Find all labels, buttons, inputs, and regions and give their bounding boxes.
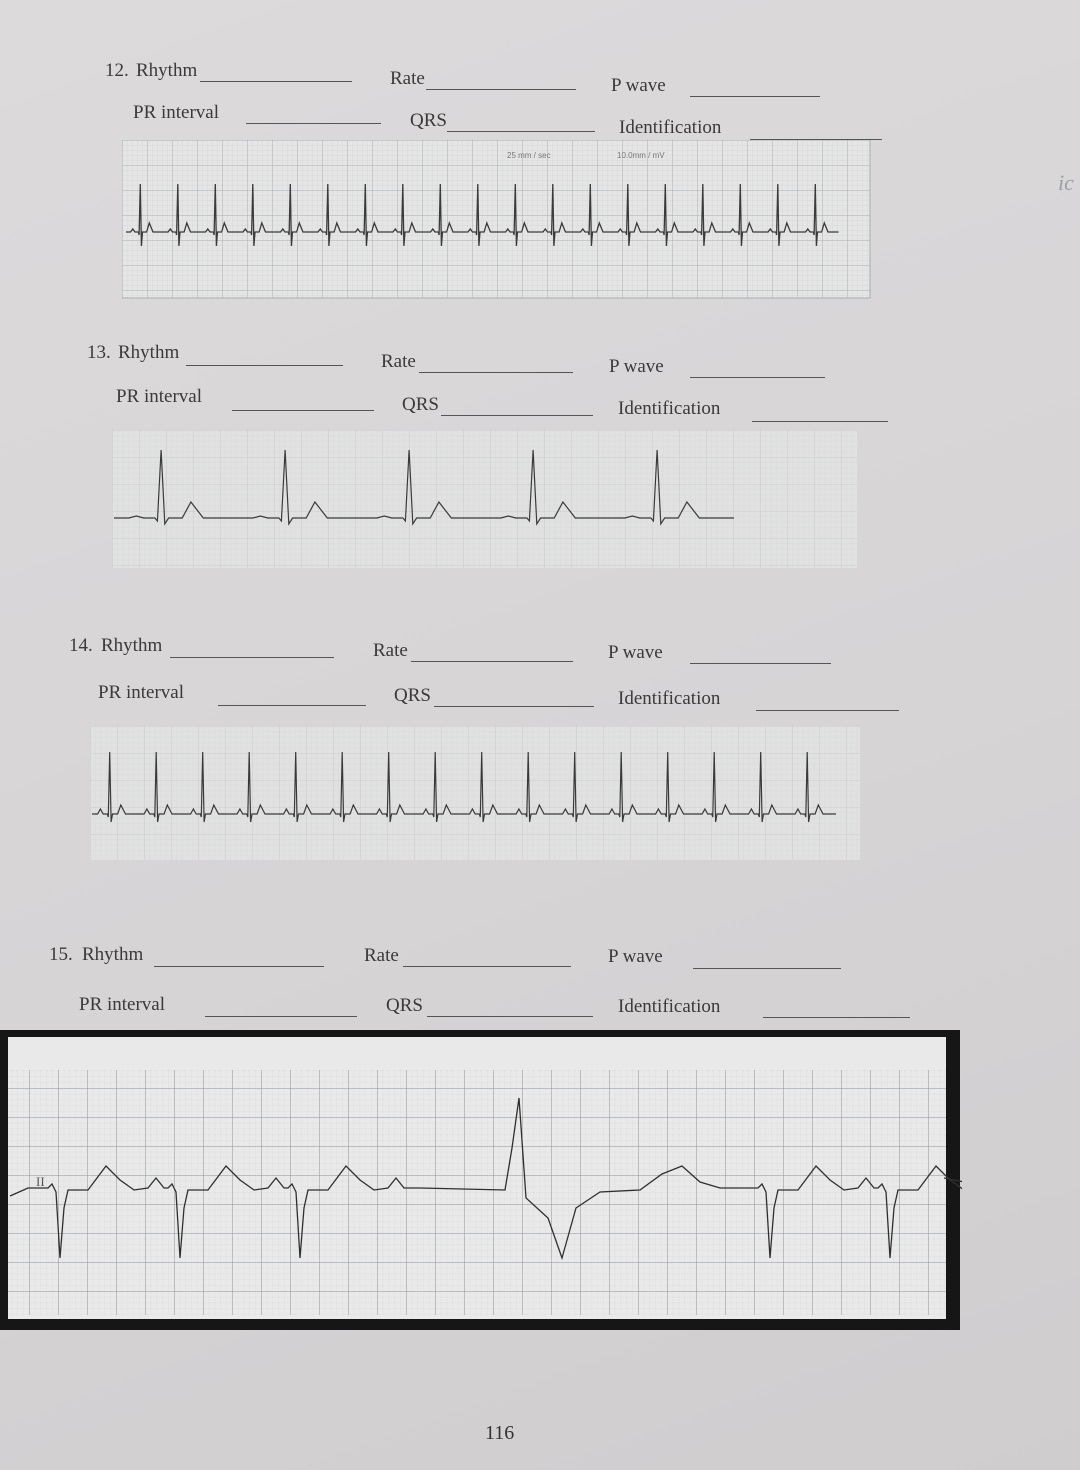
- q12-rhythm-label: Rhythm: [136, 60, 198, 81]
- ecg-strip-12: [122, 140, 872, 300]
- q15-rate-label: Rate: [364, 945, 399, 966]
- q14-rhythm-blank[interactable]: [170, 657, 334, 658]
- ecg-strip-13-svg: [112, 430, 858, 570]
- q15-number: 15.: [49, 944, 73, 965]
- q14-qrs-blank[interactable]: [434, 706, 594, 707]
- q14-identification-label: Identification: [618, 688, 721, 709]
- q12-pr-label: PR interval: [133, 102, 220, 123]
- q14-rhythm-label: Rhythm: [101, 635, 163, 656]
- q13-identification-blank[interactable]: [752, 421, 888, 422]
- ecg-strip-15-svg: [0, 1030, 962, 1332]
- q12-pwave-label: P wave: [611, 75, 666, 96]
- ecg-strip-13: [112, 430, 858, 570]
- q15-pwave-blank[interactable]: [693, 968, 841, 969]
- q13-pwave-label: P wave: [609, 356, 664, 377]
- q13-identification-label: Identification: [618, 398, 721, 419]
- q12-qrs-blank[interactable]: [447, 131, 595, 132]
- q14-pwave-blank[interactable]: [690, 663, 831, 664]
- q14-pr-blank[interactable]: [218, 705, 366, 706]
- q15-identification-label: Identification: [618, 996, 721, 1017]
- q13-qrs-label: QRS: [402, 394, 439, 415]
- q15-rhythm-label: Rhythm: [82, 944, 144, 965]
- q12-pwave-blank[interactable]: [690, 96, 820, 97]
- q13-pr-blank[interactable]: [232, 410, 374, 411]
- q15-identification-blank[interactable]: [763, 1017, 910, 1018]
- edge-text: ic: [1058, 170, 1074, 195]
- q14-pwave-label: P wave: [608, 642, 663, 663]
- q14-identification-blank[interactable]: [756, 710, 899, 711]
- q12-rate-blank[interactable]: [426, 89, 576, 90]
- strip12-gain-text: 10.0mm / mV: [617, 151, 665, 160]
- q13-number: 13.: [87, 342, 111, 363]
- q15-rate-blank[interactable]: [403, 966, 571, 967]
- q13-rate-blank[interactable]: [419, 372, 573, 373]
- q13-pwave-blank[interactable]: [690, 377, 825, 378]
- ecg-strip-14: [90, 726, 862, 866]
- q14-pr-label: PR interval: [98, 682, 185, 703]
- q14-rate-label: Rate: [373, 640, 408, 661]
- q12-rhythm-blank[interactable]: [200, 81, 352, 82]
- q13-rhythm-blank[interactable]: [186, 365, 343, 366]
- q15-pr-label: PR interval: [79, 994, 166, 1015]
- q14-number: 14.: [69, 635, 93, 656]
- q14-rate-blank[interactable]: [411, 661, 573, 662]
- q13-qrs-blank[interactable]: [441, 415, 593, 416]
- q15-rhythm-blank[interactable]: [154, 966, 324, 967]
- q12-identification-label: Identification: [619, 117, 722, 138]
- q12-rate-label: Rate: [390, 68, 425, 89]
- q15-qrs-blank[interactable]: [427, 1016, 593, 1017]
- page-number: 116: [485, 1422, 515, 1444]
- q15-qrs-label: QRS: [386, 995, 423, 1016]
- q13-rhythm-label: Rhythm: [118, 342, 180, 363]
- ecg-strip-14-svg: [90, 726, 862, 866]
- ecg-strip-15: [0, 1030, 962, 1332]
- q15-pr-blank[interactable]: [205, 1016, 357, 1017]
- q14-qrs-label: QRS: [394, 685, 431, 706]
- ecg-strip-12-svg: [122, 140, 872, 300]
- q15-pwave-label: P wave: [608, 946, 663, 967]
- q12-pr-blank[interactable]: [246, 123, 381, 124]
- q12-number: 12.: [105, 60, 129, 81]
- q13-rate-label: Rate: [381, 351, 416, 372]
- q12-qrs-label: QRS: [410, 110, 447, 131]
- strip15-lead-label: II: [36, 1174, 45, 1189]
- q13-pr-label: PR interval: [116, 386, 203, 407]
- strip12-speed-text: 25 mm / sec: [507, 151, 551, 160]
